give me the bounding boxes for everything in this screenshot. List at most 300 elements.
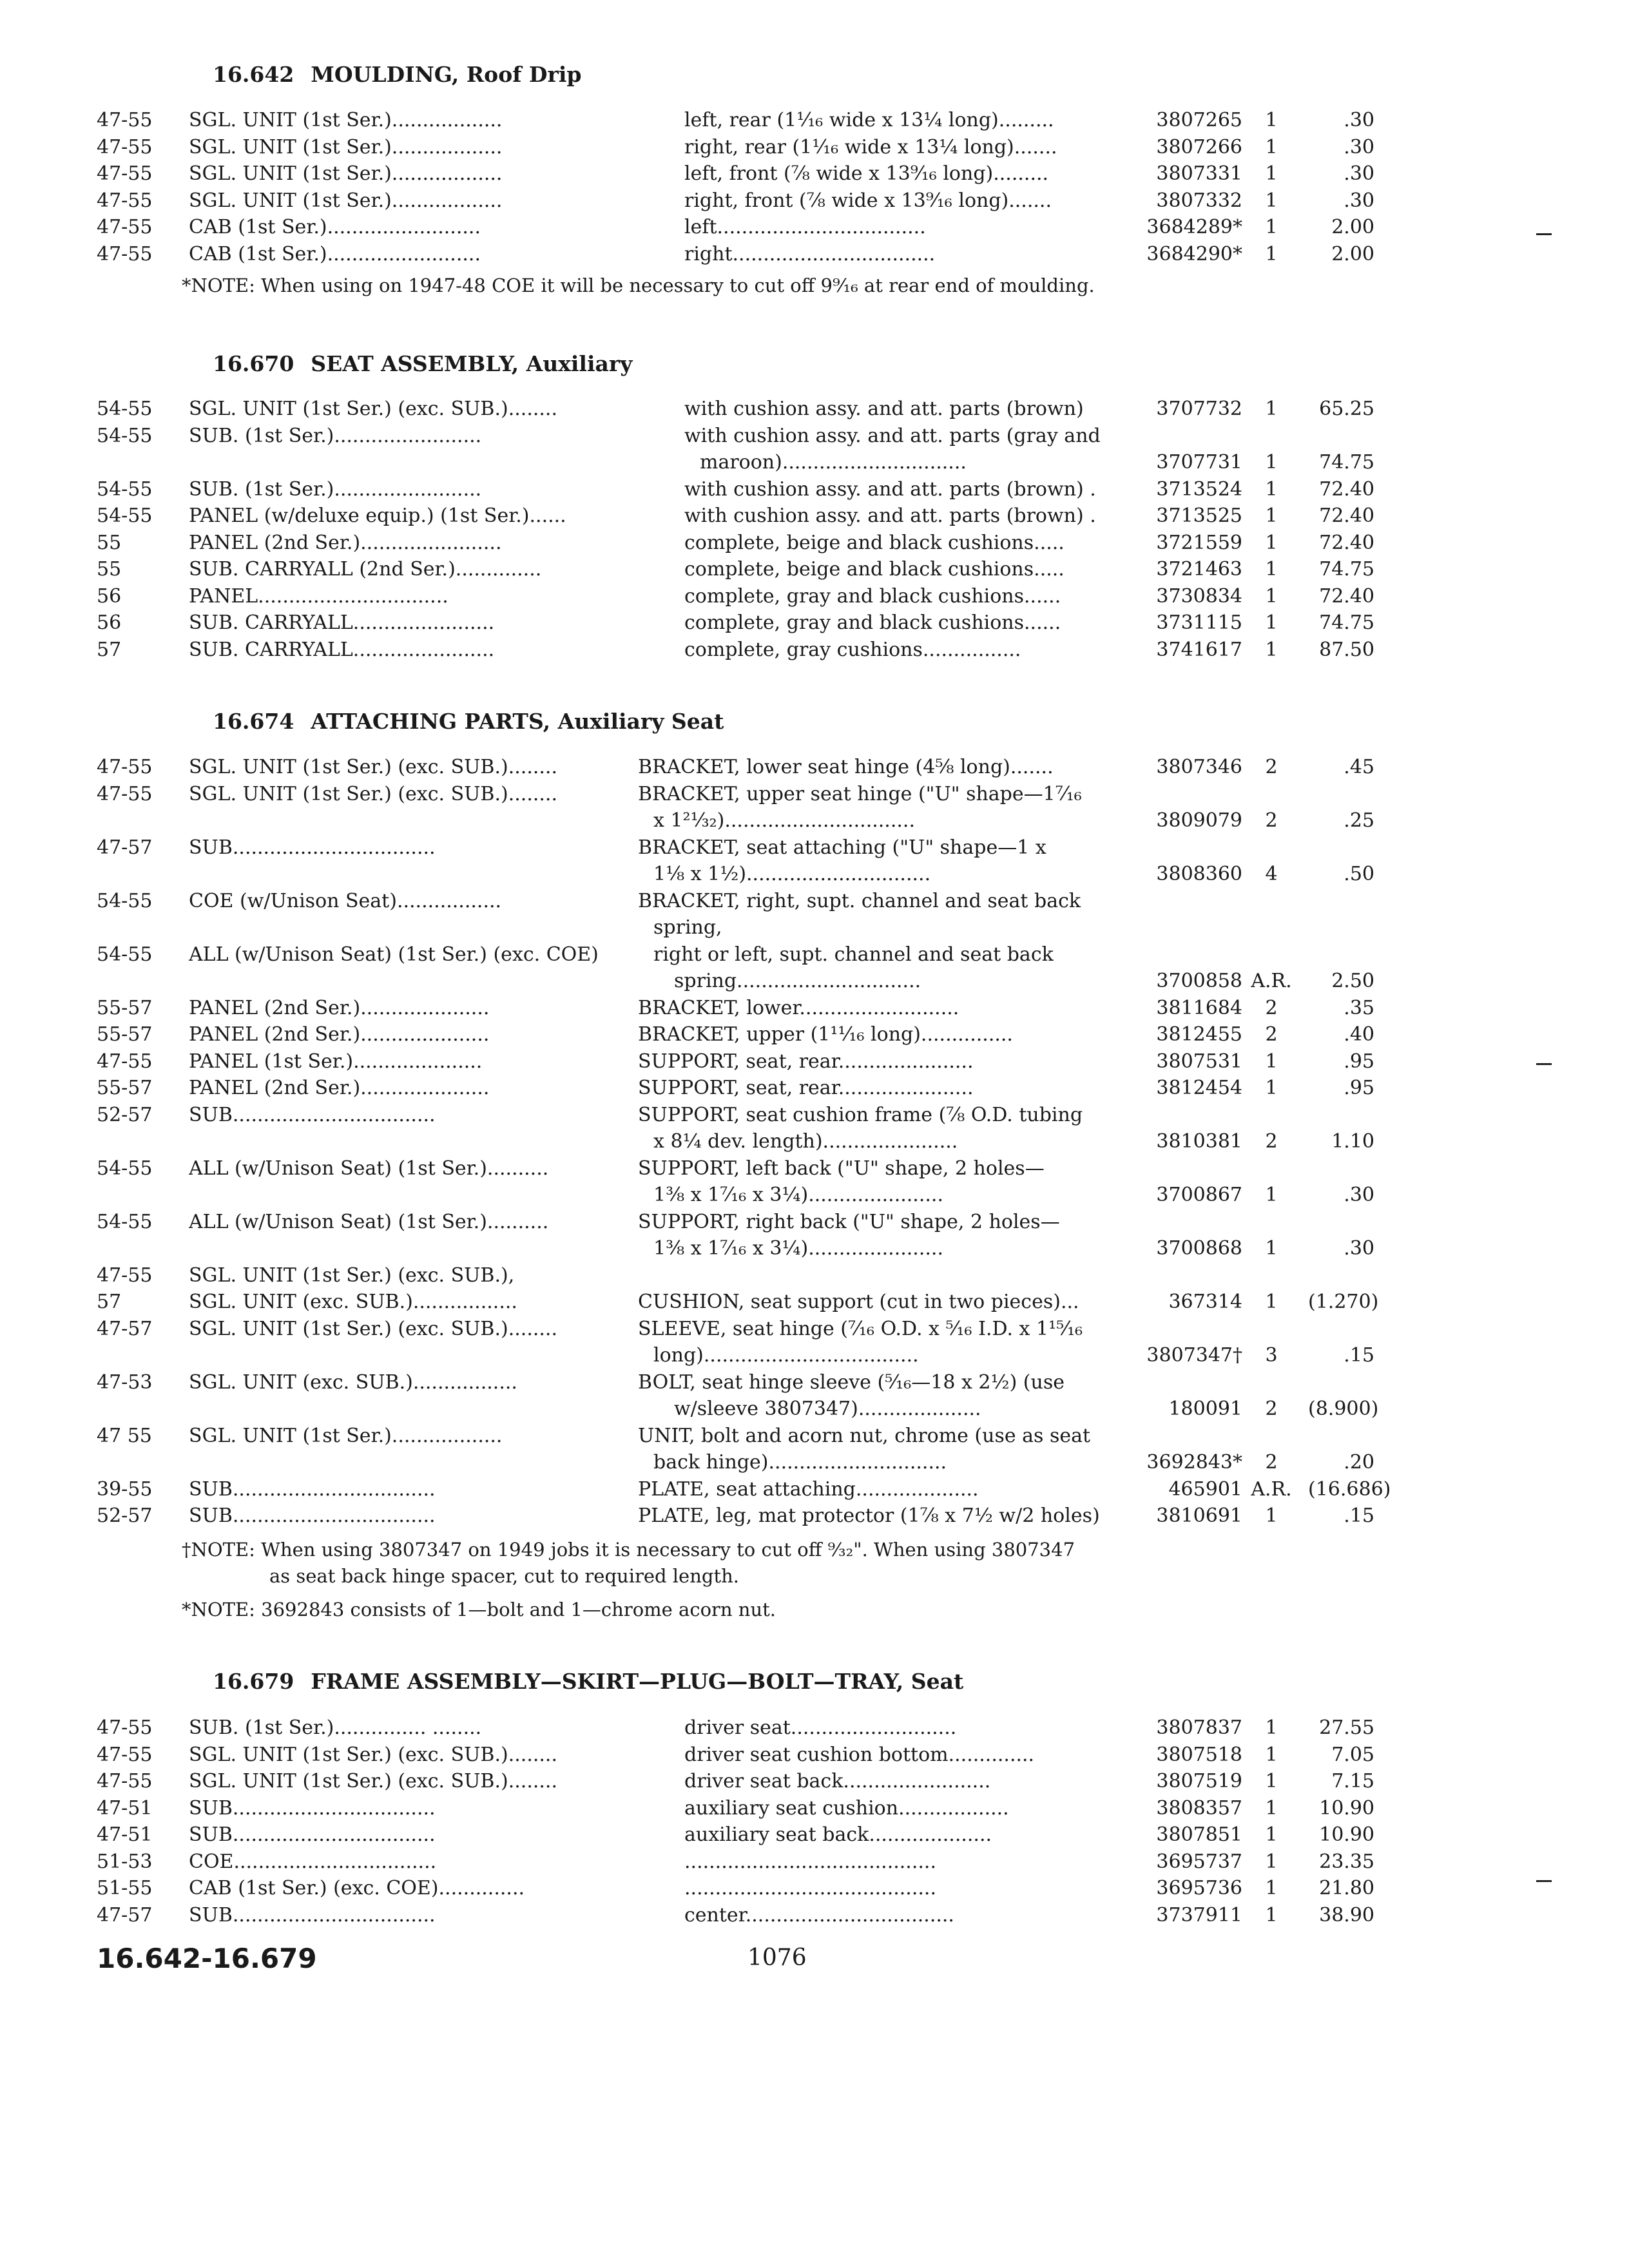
price: 72.40: [1319, 477, 1374, 501]
application: SUB.................................: [189, 1477, 436, 1501]
table-row: [0, 637, 1629, 664]
section-number: 16.642: [213, 62, 294, 87]
section-range: 16.642-16.679: [97, 1943, 317, 1974]
description: complete, gray cushions................: [684, 638, 1021, 661]
description: BRACKET, lower..........................: [638, 996, 959, 1019]
model-years: 54-55: [97, 505, 153, 527]
model-years: 54-55: [97, 943, 153, 966]
table-row: [0, 1155, 1629, 1182]
model-years: 55-57: [97, 996, 153, 1019]
section-heading: [213, 62, 582, 87]
table-row: [0, 1289, 1629, 1316]
model-years: 47-55: [97, 1743, 153, 1766]
price: .95: [1344, 1050, 1374, 1073]
part-number: 3730834: [1156, 584, 1242, 608]
table-row: [0, 888, 1629, 915]
price: .45: [1344, 756, 1374, 778]
model-years: 54-55: [97, 398, 153, 420]
quantity: 2: [1265, 996, 1278, 1019]
table-row: [0, 530, 1629, 557]
price: (16.686): [1308, 1477, 1391, 1501]
parts-table: [0, 754, 1629, 1530]
quantity: 1: [1265, 1877, 1278, 1899]
price: 2.00: [1331, 216, 1374, 238]
price: 10.90: [1319, 1796, 1374, 1820]
quantity: 2: [1265, 1023, 1278, 1046]
price: .15: [1344, 1344, 1374, 1367]
price: 65.25: [1319, 398, 1374, 420]
price: 38.90: [1319, 1903, 1374, 1927]
quantity: 4: [1265, 863, 1278, 885]
price: 27.55: [1319, 1716, 1374, 1739]
table-row: [0, 1316, 1629, 1343]
quantity: 1: [1265, 135, 1278, 159]
price: .95: [1344, 1077, 1374, 1099]
quantity: 1: [1265, 1077, 1278, 1099]
model-years: 57: [97, 1291, 122, 1313]
application: ALL (w/Unison Seat) (1st Ser.) (exc. COE): [189, 943, 599, 966]
description: complete, gray and black cushions......: [684, 584, 1061, 608]
margin-mark: [1536, 1063, 1552, 1065]
table-row: [0, 1048, 1629, 1075]
table-row: [0, 107, 1629, 134]
model-years: 51-55: [97, 1877, 153, 1899]
price: 74.75: [1319, 558, 1374, 581]
quantity: 1: [1265, 398, 1278, 420]
table-row: [0, 807, 1629, 834]
margin-mark: [1536, 233, 1552, 235]
parts-table: [0, 396, 1629, 663]
table-row: [0, 834, 1629, 861]
price: .20: [1344, 1451, 1374, 1474]
table-row: [0, 187, 1629, 215]
section-title: MOULDING, Roof Drip: [311, 62, 582, 87]
model-years: 54-55: [97, 477, 153, 501]
quantity: 1: [1265, 584, 1278, 608]
part-number: 3695737: [1156, 1850, 1242, 1873]
application: SUB. CARRYALL (2nd Ser.)..............: [189, 558, 542, 581]
description: right, front (⅞ wide x 13⁹⁄₁₆ long).......: [684, 189, 1052, 212]
model-years: 47-57: [97, 1903, 153, 1927]
description: auxiliary seat back....................: [684, 1823, 992, 1846]
quantity: 1: [1265, 1237, 1278, 1260]
description: left, front (⅞ wide x 13⁹⁄₁₆ long).........: [684, 162, 1049, 185]
description: SUPPORT, right back ("U" shape, 2 holes—: [638, 1210, 1060, 1233]
description: PLATE, seat attaching....................: [638, 1477, 979, 1501]
description: with cushion assy. and att. parts (brown): [684, 398, 1084, 420]
model-years: 54-55: [97, 889, 153, 912]
application: SUB.................................: [189, 836, 436, 859]
description: w/sleeve 3807347)....................: [674, 1398, 981, 1420]
model-years: 52-57: [97, 1103, 153, 1126]
model-years: 47-55: [97, 782, 153, 805]
description: driver seat cushion bottom..............: [684, 1743, 1035, 1766]
quantity: 1: [1265, 162, 1278, 185]
table-row: [0, 1396, 1629, 1423]
part-number: 3807837: [1156, 1716, 1242, 1739]
table-row: [0, 914, 1629, 941]
price: .40: [1344, 1023, 1374, 1046]
part-number: 3807331: [1156, 162, 1242, 185]
price: 7.15: [1331, 1770, 1374, 1792]
application: SGL. UNIT (exc. SUB.).................: [189, 1291, 517, 1313]
quantity: 1: [1265, 505, 1278, 527]
table-row: [0, 503, 1629, 530]
model-years: 47-55: [97, 1050, 153, 1073]
description: back hinge).............................: [653, 1451, 947, 1474]
application: SGL. UNIT (1st Ser.) (exc. SUB.)........: [189, 782, 558, 805]
table-row: [0, 861, 1629, 888]
part-number: 3741617: [1156, 638, 1242, 661]
quantity: 1: [1265, 1050, 1278, 1073]
part-number: 3807851: [1156, 1823, 1242, 1846]
part-number: 3692843*: [1146, 1451, 1242, 1474]
quantity: 1: [1265, 451, 1278, 474]
price: 72.40: [1319, 505, 1374, 527]
part-number: 3695736: [1156, 1877, 1242, 1899]
section-heading: [213, 351, 632, 376]
model-years: 47-55: [97, 756, 153, 778]
quantity: 1: [1265, 189, 1278, 212]
application: SUB. CARRYALL.......................: [189, 638, 495, 661]
quantity: 1: [1265, 1796, 1278, 1820]
description: long)...................................: [653, 1344, 919, 1367]
application: SUB. (1st Ser.)........................: [189, 424, 482, 447]
table-row: [0, 241, 1629, 268]
application: CAB (1st Ser.) (exc. COE)..............: [189, 1877, 525, 1899]
table-row: [0, 1715, 1629, 1742]
description: auxiliary seat cushion..................: [684, 1796, 1009, 1820]
table-row: [0, 1235, 1629, 1262]
table-row: [0, 160, 1629, 187]
quantity: 2: [1265, 1130, 1278, 1153]
quantity: 2: [1265, 1451, 1278, 1474]
application: SGL. UNIT (1st Ser.) (exc. SUB.)........: [189, 756, 558, 778]
quantity: 1: [1265, 1743, 1278, 1766]
table-row: [0, 556, 1629, 583]
table-row: [0, 1742, 1629, 1769]
description: BRACKET, right, supt. channel and seat back: [638, 889, 1081, 912]
model-years: 55-57: [97, 1077, 153, 1099]
table-row: [0, 1262, 1629, 1289]
application: SGL. UNIT (1st Ser.) (exc. SUB.)........: [189, 1317, 558, 1340]
quantity: A.R.: [1251, 970, 1292, 992]
table-row: [0, 610, 1629, 637]
price: .35: [1344, 996, 1374, 1019]
part-number: 3807347†: [1146, 1344, 1242, 1367]
table-row: [0, 1021, 1629, 1048]
quantity: 1: [1265, 611, 1278, 634]
description: driver seat back........................: [684, 1770, 991, 1792]
application: SGL. UNIT (1st Ser.) (exc. SUB.)........: [189, 1743, 558, 1766]
application: SUB.................................: [189, 1903, 436, 1927]
model-years: 47-53: [97, 1370, 153, 1394]
model-years: 47-55: [97, 216, 153, 238]
table-row: [0, 1476, 1629, 1503]
application: SUB.................................: [189, 1823, 436, 1846]
description: .........................................: [684, 1877, 936, 1899]
part-number: 367314: [1168, 1291, 1242, 1313]
model-years: 47-55: [97, 1770, 153, 1792]
model-years: 47-57: [97, 836, 153, 859]
model-years: 47-51: [97, 1823, 153, 1846]
part-number: 3700868: [1156, 1237, 1242, 1260]
table-row: [0, 754, 1629, 781]
price: .25: [1344, 809, 1374, 832]
description: 1⅜ x 1⁷⁄₁₆ x 3¼)......................: [653, 1184, 943, 1206]
quantity: 1: [1265, 1184, 1278, 1206]
part-number: 465901: [1168, 1477, 1242, 1501]
table-row: [0, 1902, 1629, 1929]
quantity: 1: [1265, 242, 1278, 265]
table-row: [0, 1102, 1629, 1129]
description: SLEEVE, seat hinge (⁷⁄₁₆ O.D. x ⁵⁄₁₆ I.D. x 1¹⁵⁄₁₆: [638, 1317, 1083, 1340]
price: 72.40: [1319, 584, 1374, 608]
section-heading: [213, 1669, 963, 1694]
application: SUB.................................: [189, 1504, 436, 1527]
part-number: 3713525: [1156, 505, 1242, 527]
price: .30: [1344, 109, 1374, 131]
quantity: 1: [1265, 1716, 1278, 1739]
price: (1.270): [1308, 1291, 1379, 1313]
description: SUPPORT, seat cushion frame (⅞ O.D. tubing: [638, 1103, 1083, 1126]
footnote: *NOTE: When using on 1947-48 COE it will be necessary to cut off 9⁹⁄₁₆ at rear end of moulding.: [182, 274, 1095, 296]
description: left, rear (1¹⁄₁₆ wide x 13¼ long).........: [684, 109, 1054, 131]
part-number: 3807266: [1156, 135, 1242, 159]
part-number: 3721463: [1156, 558, 1242, 581]
model-years: 47-55: [97, 242, 153, 265]
model-years: 47-55: [97, 109, 153, 131]
description: spring..............................: [674, 970, 921, 992]
part-number: 3684290*: [1146, 242, 1242, 265]
model-years: 55-57: [97, 1023, 153, 1046]
application: SGL. UNIT (1st Ser.) (exc. SUB.)........: [189, 1770, 558, 1792]
application: SUB.................................: [189, 1796, 436, 1820]
section-heading: [213, 709, 724, 734]
quantity: 1: [1265, 1903, 1278, 1927]
description: UNIT, bolt and acorn nut, chrome (use as seat: [638, 1424, 1091, 1447]
part-number: 3700867: [1156, 1184, 1242, 1206]
description: complete, gray and black cushions......: [684, 611, 1061, 634]
part-number: 3700858: [1156, 970, 1242, 992]
description: SUPPORT, left back ("U" shape, 2 holes—: [638, 1157, 1045, 1180]
table-row: [0, 1209, 1629, 1236]
table-row: [0, 1875, 1629, 1902]
description: SUPPORT, seat, rear......................: [638, 1077, 974, 1099]
description: BRACKET, seat attaching ("U" shape—1 x: [638, 836, 1046, 859]
table-row: [0, 1449, 1629, 1476]
model-years: 52-57: [97, 1504, 153, 1527]
model-years: 47 55: [97, 1424, 152, 1447]
description: spring,: [653, 916, 722, 939]
application: PANEL (2nd Ser.).......................: [189, 531, 502, 554]
description: x 1²¹⁄₃₂)...............................: [653, 809, 915, 832]
description: PLATE, leg, mat protector (1⅞ x 7½ w/2 holes): [638, 1504, 1100, 1527]
description: BRACKET, upper seat hinge ("U" shape—1⁷⁄₁₆: [638, 782, 1082, 805]
quantity: A.R.: [1251, 1477, 1292, 1501]
description: CUSHION, seat support (cut in two pieces)...: [638, 1291, 1079, 1313]
table-row: [0, 941, 1629, 968]
footnote: as seat back hinge spacer, cut to required length.: [269, 1565, 740, 1587]
price: .15: [1344, 1504, 1374, 1527]
quantity: 2: [1265, 756, 1278, 778]
model-years: 47-55: [97, 1716, 153, 1739]
application: SGL. UNIT (1st Ser.) (exc. SUB.),: [189, 1264, 515, 1287]
table-row: [0, 1128, 1629, 1155]
quantity: 1: [1265, 477, 1278, 501]
quantity: 1: [1265, 109, 1278, 131]
part-number: 3807265: [1156, 109, 1242, 131]
parts-table: [0, 107, 1629, 267]
section-title: FRAME ASSEMBLY—SKIRT—PLUG—BOLT—TRAY, Seat: [311, 1669, 964, 1694]
model-years: 56: [97, 584, 122, 608]
part-number: 3807519: [1156, 1770, 1242, 1792]
table-row: [0, 1503, 1629, 1530]
price: 72.40: [1319, 531, 1374, 554]
part-number: 180091: [1168, 1398, 1242, 1420]
part-number: 3812455: [1156, 1023, 1242, 1046]
model-years: 47-51: [97, 1796, 153, 1820]
quantity: 2: [1265, 1398, 1278, 1420]
table-row: [0, 1849, 1629, 1876]
description: SUPPORT, seat, rear......................: [638, 1050, 974, 1073]
application: SUB. CARRYALL.......................: [189, 611, 495, 634]
price: .30: [1344, 189, 1374, 212]
price: 74.75: [1319, 611, 1374, 634]
description: right or left, supt. channel and seat back: [653, 943, 1054, 966]
table-row: [0, 449, 1629, 476]
description: right.................................: [684, 242, 936, 265]
table-row: [0, 1075, 1629, 1102]
quantity: 1: [1265, 216, 1278, 238]
part-number: 3807346: [1156, 756, 1242, 778]
quantity: 1: [1265, 531, 1278, 554]
application: SGL. UNIT (1st Ser.)..................: [189, 162, 503, 185]
model-years: 51-53: [97, 1850, 153, 1873]
application: PANEL...............................: [189, 584, 448, 608]
footnote: *NOTE: 3692843 consists of 1—bolt and 1—chrome acorn nut.: [182, 1599, 776, 1620]
parts-table: [0, 1715, 1629, 1928]
quantity: 1: [1265, 1504, 1278, 1527]
section-title: ATTACHING PARTS, Auxiliary Seat: [311, 709, 724, 734]
price: .30: [1344, 1184, 1374, 1206]
part-number: 3810691: [1156, 1504, 1242, 1527]
table-row: [0, 423, 1629, 450]
application: CAB (1st Ser.).........................: [189, 242, 481, 265]
table-row: [0, 214, 1629, 241]
application: CAB (1st Ser.).........................: [189, 216, 481, 238]
application: COE.................................: [189, 1850, 437, 1873]
table-row: [0, 583, 1629, 610]
price: 2.50: [1331, 970, 1374, 992]
model-years: 55: [97, 531, 122, 554]
table-row: [0, 781, 1629, 808]
model-years: 54-55: [97, 424, 153, 447]
application: SUB.................................: [189, 1103, 436, 1126]
description: BRACKET, upper (1¹¹⁄₁₆ long)...............: [638, 1023, 1013, 1046]
margin-mark: [1536, 1880, 1552, 1882]
price: .30: [1344, 162, 1374, 185]
description: with cushion assy. and att. parts (brown) .: [684, 505, 1096, 527]
part-number: 3812454: [1156, 1077, 1242, 1099]
application: SUB. (1st Ser.)............... ........: [189, 1716, 482, 1739]
section-title: SEAT ASSEMBLY, Auxiliary: [311, 351, 633, 376]
quantity: 1: [1265, 1770, 1278, 1792]
part-number: 3731115: [1156, 611, 1242, 634]
model-years: 56: [97, 611, 122, 634]
application: PANEL (2nd Ser.).....................: [189, 1077, 490, 1099]
price: .30: [1344, 1237, 1374, 1260]
description: 1⅛ x 1½)..............................: [653, 863, 931, 885]
description: left..................................: [684, 216, 926, 238]
application: SGL. UNIT (1st Ser.)..................: [189, 189, 503, 212]
application: ALL (w/Unison Seat) (1st Ser.)..........: [189, 1157, 549, 1180]
model-years: 39-55: [97, 1477, 153, 1501]
application: PANEL (2nd Ser.).....................: [189, 1023, 490, 1046]
model-years: 55: [97, 558, 122, 581]
section-number: 16.679: [213, 1669, 294, 1694]
application: SGL. UNIT (exc. SUB.).................: [189, 1370, 517, 1394]
table-row: [0, 476, 1629, 503]
part-number: 3737911: [1156, 1903, 1242, 1927]
model-years: 47-57: [97, 1317, 153, 1340]
part-number: 3810381: [1156, 1130, 1242, 1153]
model-years: 54-55: [97, 1210, 153, 1233]
price: 23.35: [1319, 1850, 1374, 1873]
table-row: [0, 1182, 1629, 1209]
description: complete, beige and black cushions.....: [684, 558, 1065, 581]
part-number: 3808360: [1156, 863, 1242, 885]
table-row: [0, 1768, 1629, 1795]
price: .50: [1344, 863, 1374, 885]
application: SUB. (1st Ser.)........................: [189, 477, 482, 501]
quantity: 1: [1265, 1823, 1278, 1846]
model-years: 47-55: [97, 1264, 153, 1287]
model-years: 47-55: [97, 189, 153, 212]
quantity: 2: [1265, 809, 1278, 832]
description: with cushion assy. and att. parts (gray and: [684, 424, 1101, 447]
part-number: 3707731: [1156, 451, 1242, 474]
price: 7.05: [1331, 1743, 1374, 1766]
application: COE (w/Unison Seat).................: [189, 889, 502, 912]
section-number: 16.674: [213, 709, 294, 734]
model-years: 54-55: [97, 1157, 153, 1180]
application: PANEL (1st Ser.).....................: [189, 1050, 483, 1073]
price: 21.80: [1319, 1877, 1374, 1899]
description: x 8¼ dev. length)......................: [653, 1130, 958, 1153]
part-number: 3721559: [1156, 531, 1242, 554]
part-number: 3684289*: [1146, 216, 1242, 238]
part-number: 3808357: [1156, 1796, 1242, 1820]
table-row: [0, 134, 1629, 161]
description: 1⅜ x 1⁷⁄₁₆ x 3¼)......................: [653, 1237, 943, 1260]
part-number: 3807531: [1156, 1050, 1242, 1073]
description: right, rear (1¹⁄₁₆ wide x 13¼ long).......: [684, 135, 1057, 159]
price: .30: [1344, 135, 1374, 159]
application: ALL (w/Unison Seat) (1st Ser.)..........: [189, 1210, 549, 1233]
description: center..................................: [684, 1903, 954, 1927]
table-row: [0, 1369, 1629, 1396]
description: BOLT, seat hinge sleeve (⁵⁄₁₆—18 x 2½) (use: [638, 1370, 1065, 1394]
price: (8.900): [1308, 1398, 1379, 1420]
quantity: 3: [1265, 1344, 1278, 1367]
table-row: [0, 1423, 1629, 1450]
application: PANEL (2nd Ser.).....................: [189, 996, 490, 1019]
quantity: 1: [1265, 1291, 1278, 1313]
page-number: 1076: [747, 1945, 807, 1971]
table-row: [0, 1795, 1629, 1822]
price: 74.75: [1319, 451, 1374, 474]
